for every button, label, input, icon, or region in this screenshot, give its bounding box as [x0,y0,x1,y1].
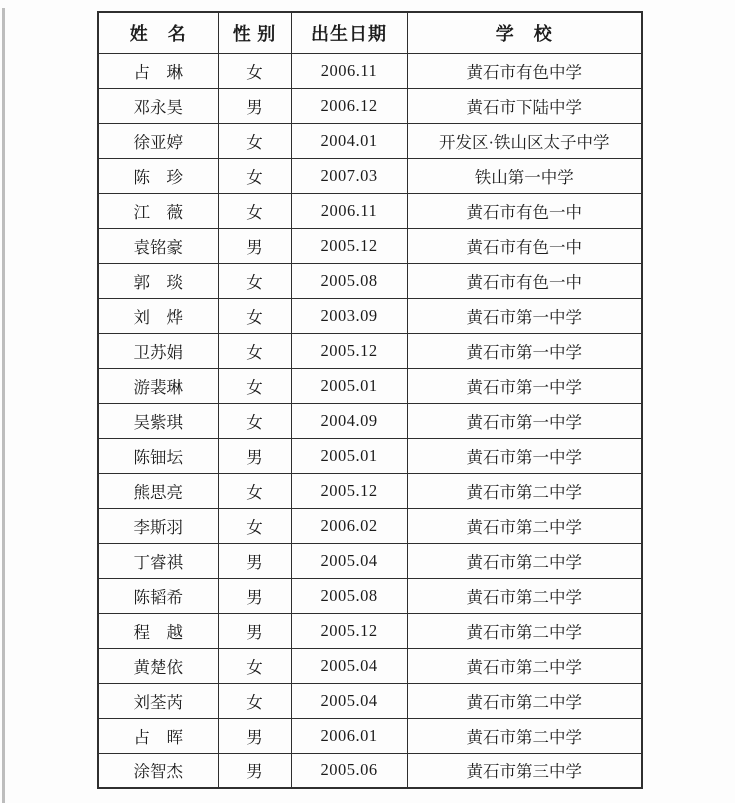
cell-gender: 女 [218,403,291,438]
cell-birth-date: 2005.12 [291,473,407,508]
cell-birth-date: 2007.03 [291,158,407,193]
cell-gender: 男 [218,543,291,578]
cell-name: 游裴琳 [98,368,218,403]
cell-school: 黄石市有色一中 [407,228,642,263]
cell-name: 郭 琰 [98,263,218,298]
cell-birth-date: 2003.09 [291,298,407,333]
cell-school: 黄石市有色中学 [407,53,642,88]
cell-school: 黄石市有色一中 [407,193,642,228]
cell-gender: 女 [218,123,291,158]
cell-gender: 女 [218,508,291,543]
cell-school: 黄石市第二中学 [407,543,642,578]
cell-name: 邓永昊 [98,88,218,123]
cell-birth-date: 2005.01 [291,438,407,473]
cell-birth-date: 2005.04 [291,648,407,683]
cell-gender: 女 [218,333,291,368]
header-row [98,12,642,53]
cell-school: 黄石市第二中学 [407,578,642,613]
table-body [98,53,642,788]
header-gender: 性 别 [218,12,291,53]
header-birth-date: 出生日期 [291,12,407,53]
cell-name: 刘 烨 [98,298,218,333]
cell-gender: 男 [218,438,291,473]
cell-school: 黄石市第一中学 [407,403,642,438]
cell-birth-date: 2005.06 [291,753,407,788]
cell-school: 铁山第一中学 [407,158,642,193]
cell-birth-date: 2005.12 [291,333,407,368]
cell-name: 黄楚依 [98,648,218,683]
table-row [98,88,642,123]
cell-school: 黄石市第一中学 [407,333,642,368]
header-name: 姓 名 [98,12,218,53]
cell-school: 黄石市下陆中学 [407,88,642,123]
cell-name: 徐亚婷 [98,123,218,158]
cell-gender: 女 [218,298,291,333]
cell-birth-date: 2005.04 [291,683,407,718]
cell-name: 李斯羽 [98,508,218,543]
table-row [98,578,642,613]
cell-birth-date: 2005.08 [291,263,407,298]
table-row [98,438,642,473]
cell-school: 黄石市第一中学 [407,368,642,403]
table-row [98,158,642,193]
cell-name: 涂智杰 [98,753,218,788]
cell-name: 吴紫琪 [98,403,218,438]
table-row [98,683,642,718]
cell-name: 袁铭豪 [98,228,218,263]
cell-gender: 男 [218,228,291,263]
cell-name: 刘荃芮 [98,683,218,718]
cell-name: 卫苏娟 [98,333,218,368]
cell-name: 陈韬希 [98,578,218,613]
table-row [98,263,642,298]
header-school: 学 校 [407,12,642,53]
table-header [98,12,642,53]
cell-gender: 女 [218,368,291,403]
scan-page-edge-line [2,8,5,803]
cell-birth-date: 2004.01 [291,123,407,158]
cell-birth-date: 2006.11 [291,193,407,228]
cell-birth-date: 2005.08 [291,578,407,613]
cell-school: 黄石市第二中学 [407,473,642,508]
cell-school: 黄石市有色一中 [407,263,642,298]
table-row [98,718,642,753]
table-row [98,648,642,683]
table-row [98,508,642,543]
cell-school: 开发区·铁山区太子中学 [407,123,642,158]
cell-birth-date: 2005.12 [291,613,407,648]
table-row [98,228,642,263]
cell-school: 黄石市第三中学 [407,753,642,788]
cell-school: 黄石市第二中学 [407,718,642,753]
cell-name: 丁睿祺 [98,543,218,578]
cell-gender: 男 [218,578,291,613]
cell-name: 江 薇 [98,193,218,228]
cell-birth-date: 2005.04 [291,543,407,578]
cell-school: 黄石市第一中学 [407,298,642,333]
student-roster-table [97,11,643,789]
cell-name: 陈 珍 [98,158,218,193]
cell-gender: 男 [218,718,291,753]
table-row [98,53,642,88]
cell-gender: 女 [218,158,291,193]
cell-school: 黄石市第二中学 [407,508,642,543]
cell-birth-date: 2006.12 [291,88,407,123]
cell-gender: 女 [218,683,291,718]
cell-birth-date: 2004.09 [291,403,407,438]
cell-birth-date: 2005.12 [291,228,407,263]
table-row [98,753,642,788]
cell-name: 占 琳 [98,53,218,88]
cell-name: 程 越 [98,613,218,648]
table-row [98,368,642,403]
table-row [98,123,642,158]
cell-gender: 男 [218,613,291,648]
cell-birth-date: 2006.02 [291,508,407,543]
cell-gender: 女 [218,263,291,298]
cell-birth-date: 2006.11 [291,53,407,88]
cell-gender: 男 [218,88,291,123]
table-row [98,333,642,368]
cell-name: 占 晖 [98,718,218,753]
table-row [98,403,642,438]
table-row [98,473,642,508]
table-row [98,193,642,228]
cell-school: 黄石市第一中学 [407,438,642,473]
cell-name: 熊思亮 [98,473,218,508]
cell-gender: 女 [218,193,291,228]
table-row [98,298,642,333]
cell-gender: 女 [218,648,291,683]
cell-gender: 男 [218,753,291,788]
cell-gender: 女 [218,473,291,508]
table-row [98,613,642,648]
cell-birth-date: 2005.01 [291,368,407,403]
table-row [98,543,642,578]
cell-school: 黄石市第二中学 [407,613,642,648]
cell-school: 黄石市第二中学 [407,648,642,683]
cell-school: 黄石市第二中学 [407,683,642,718]
cell-gender: 女 [218,53,291,88]
cell-name: 陈钿坛 [98,438,218,473]
cell-birth-date: 2006.01 [291,718,407,753]
